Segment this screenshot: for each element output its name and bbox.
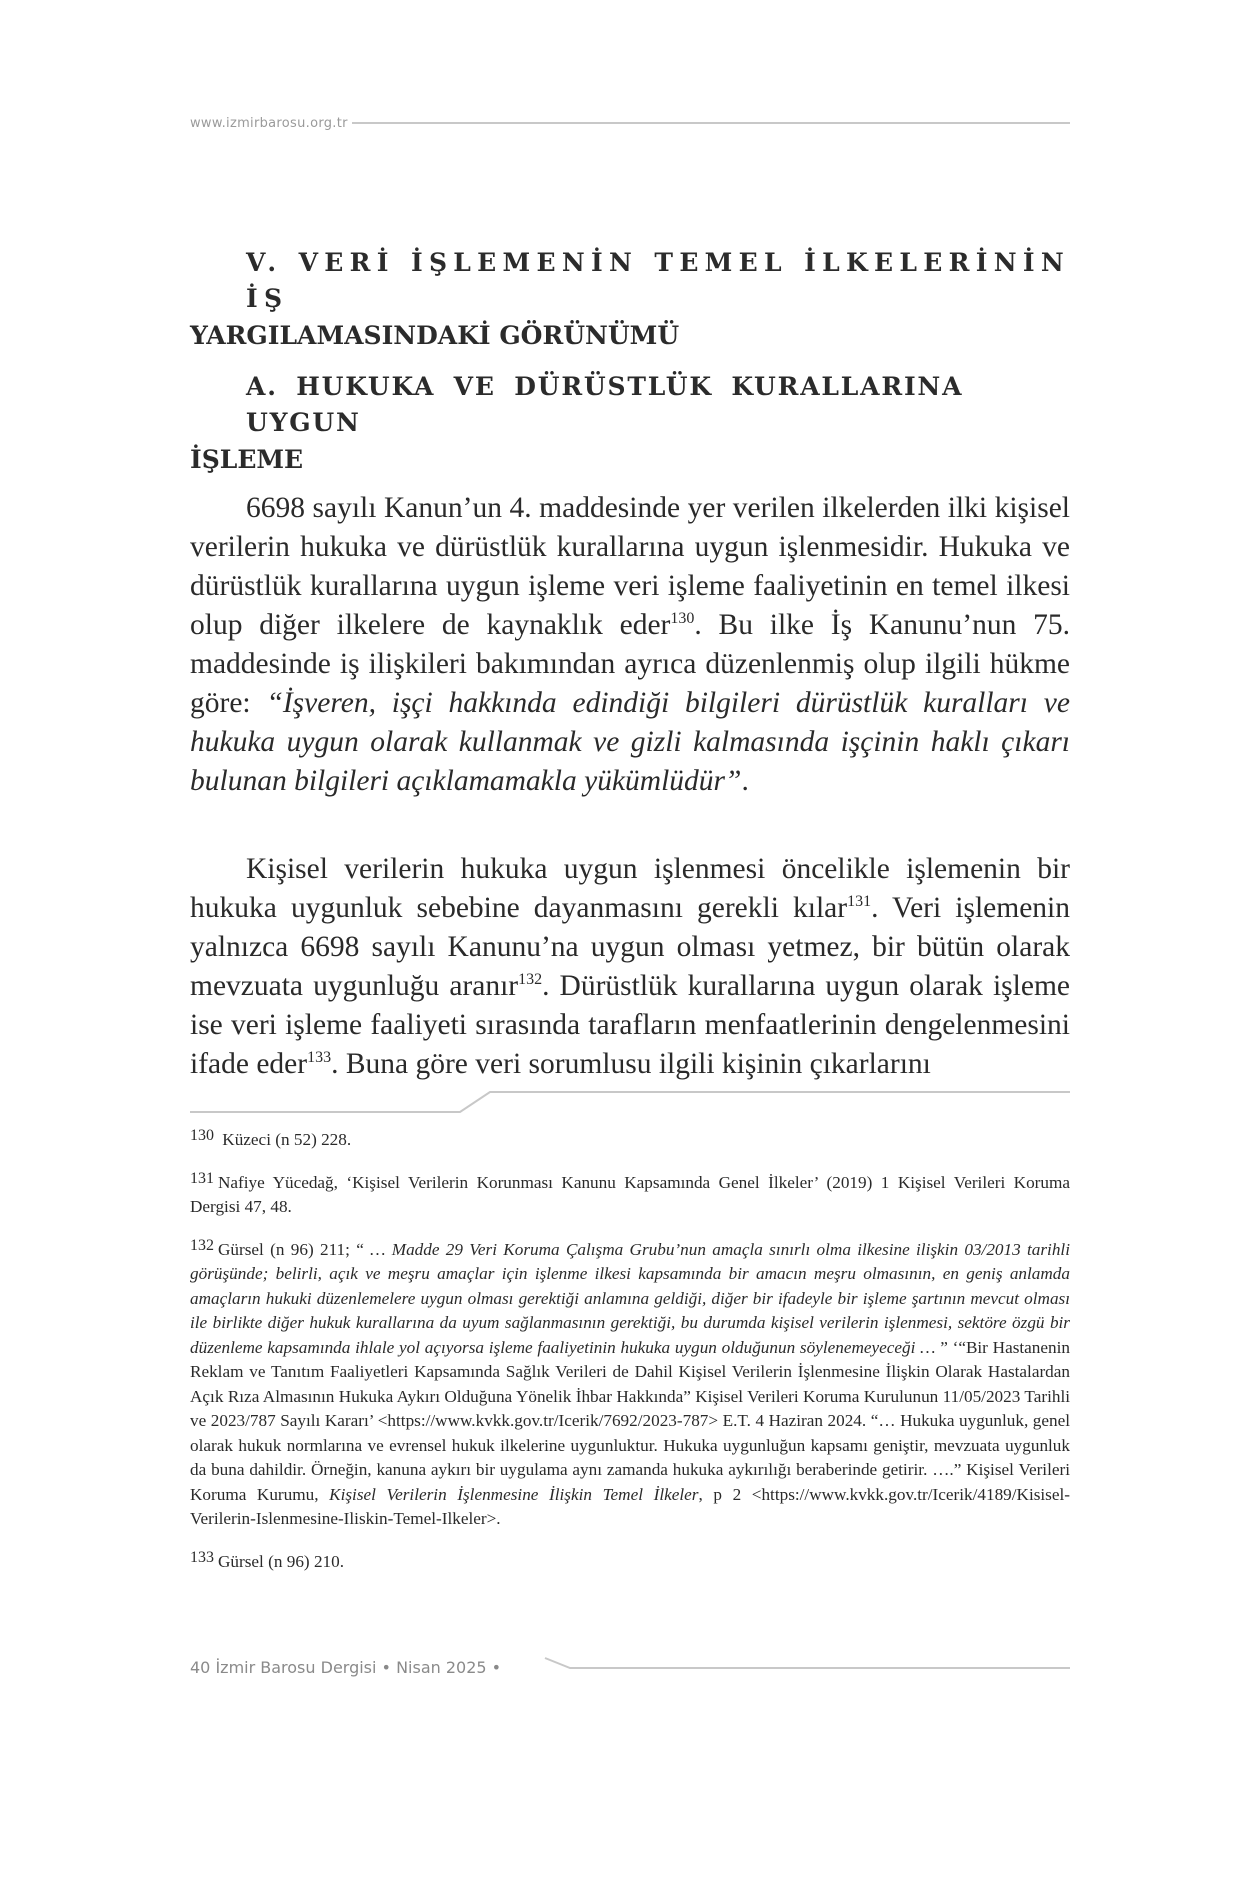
subheading-line1: A. HUKUKA VE DÜRÜSTLÜK KURALLARINA UYGUN — [246, 372, 964, 438]
body-paragraph-1 — [190, 489, 1070, 801]
subheading — [190, 369, 1070, 478]
paragraph2-text-d: . Buna göre veri sorumlusu ilgili kişinin çıkarlarını — [331, 1048, 931, 1080]
footnote-ref-132[interactable]: 132 — [518, 971, 543, 989]
footnote-text: Küzeci (n 52) 228. — [222, 1130, 352, 1149]
footnote-ref-133[interactable]: 133 — [307, 1049, 332, 1067]
paragraph2-text-c: . Dürüstlük kurallarına uygun olarak işleme ise veri işleme faaliyeti sırasında tarafların menfaatlerinin dengelenmesini ifade eder — [190, 970, 1070, 1080]
footnote-text: Gürsel (n 96) 210. — [218, 1551, 345, 1571]
section-heading-line2: YARGILAMASINDAKİ GÖRÜNÜMÜ — [190, 320, 680, 350]
footnote-number: 133 — [190, 1548, 214, 1566]
footnote-number: 131 — [190, 1169, 214, 1187]
header-rule — [352, 122, 1070, 124]
section-heading-line1: V. VERİ İŞLEMENİN TEMEL İLKELERİNİN İŞ — [246, 248, 1070, 314]
footnote-133 — [190, 1546, 1070, 1575]
paragraph1-quote: “İşveren, işçi hakkında edindiği bilgileri dürüstlük kuralları ve hukuka uygun olarak kullanmak ve gizli kalmasında işçinin haklı çıkarı bulunan bilgileri açıklamamakla yükümlüdür” — [190, 687, 1070, 797]
subheading-line2: İŞLEME — [190, 444, 304, 474]
paragraph1-text-c: . — [741, 765, 749, 797]
header-url[interactable]: www.izmirbarosu.org.tr — [190, 115, 348, 131]
footnotes — [190, 1124, 1070, 1588]
footnote-text-c[interactable]: , p 2 <https://www.kvkk.gov.tr/Icerik/4189/Kisisel-Verilerin-Islenmesine-Iliskin-Temel-Ilkeler>. — [190, 1484, 1070, 1528]
footnote-separator — [190, 1090, 1070, 1114]
footnote-131 — [190, 1167, 1070, 1220]
footnote-132 — [190, 1234, 1070, 1532]
paragraph1-text-b: . Bu ilke İş Kanunu’nun 75. maddesinde iş ilişkileri bakımından ayrıca düzenlenmiş olup ilgili hükme göre: — [190, 609, 1070, 719]
footnote-text-a: Gürsel (n 96) 211; “ — [218, 1239, 371, 1259]
footnote-text: Nafiye Yücedağ, ‘Kişisel Verilerin Korunması Kanunu Kapsamında Genel İlkeler’ (2019) 1 Kişisel Verileri Koruma Dergisi 47, 48. — [190, 1172, 1070, 1216]
body-paragraph-2 — [190, 850, 1070, 1084]
footer-text: 40 İzmir Barosu Dergisi • Nisan 2025 • — [190, 1658, 502, 1677]
footnote-ref-131[interactable]: 131 — [847, 893, 872, 911]
section-heading — [190, 245, 1070, 354]
footnote-text-b[interactable]: ” ‘“Bir Hastanenin Reklam ve Tanıtım Faaliyetleri Kapsamında Sağlık Verileri de Dahil Kişisel Verilerin İşlenmesine İlişkin Olarak Hastalardan Açık Rıza Almasının Hukuka Aykırı Olduğuna Yönelik İhbar Hakkında” Kişisel Verileri Koruma Kurulunun 11/05/2023 Tarihli ve 2023/787 Sayılı Kararı’ <https://www.kvkk.gov.tr/Icerik/7692/2023-787> E.T. 4 Haziran 2024. “… Hukuka uygunluk, genel olarak hukuk normlarına ve evrensel hukuk ilkelerine uygunluktur. Hukuka uygunluğun kapsamı geniştir, mevzuata uygunluk da buna dahildir. Örneğin, kanuna aykırı bir uygulama aynı zamanda hukuka aykırılığı beraberinde getirir. ….” Kişisel Verileri Koruma Kurumu, — [190, 1337, 1070, 1504]
page-header — [190, 113, 1070, 133]
footnote-italic-b: Kişisel Verilerin İşlenmesine İlişkin Temel İlkeler — [329, 1484, 699, 1504]
paragraph1-text-a: 6698 sayılı Kanun’un 4. maddesinde yer verilen ilkelerden ilki kişisel verilerin hukuka ve dürüstlük kurallarına uygun işlenmesidir. Hukuka ve dürüstlük kurallarına uygun işleme veri işleme faaliyetinin en temel ilkesi olup diğer ilkelere de kaynaklık eder — [190, 492, 1070, 641]
paragraph2-text-b: . Veri işlemenin yalnızca 6698 sayılı Kanunu’na uygun olması yetmez, bir bütün olarak mevzuata uygunluğu aranır — [190, 892, 1070, 1002]
footnote-130 — [190, 1124, 1070, 1153]
paragraph2-text-a: Kişisel verilerin hukuka uygun işlenmesi öncelikle işlemenin bir hukuka uygunluk sebebine dayanmasını gerekli kılar — [190, 853, 1070, 924]
footnote-italic-a: … Madde 29 Veri Koruma Çalışma Grubu’nun amaçla sınırlı olma ilkesine ilişkin 03/2013 tarihli görüşünde; belirli, açık ve meşru amaçlar için işlenme ilkesi kapsamında bir amacın meşru olmasının, en geniş anlamda amaçların hukuki düzenlemelere uygun olması gerektiği anlamına geldiği, diğer bir ifadeyle bir işleme şartının mevcut olması ile birlikte diğer hukuk kurallarına da uyum sağlanmasının gerektiği, bu durumda kişisel verilerin işlenmesi, sektöre özgü bir düzenleme kapsamında ihlale yol açıyorsa işleme faaliyetinin hukuka uygun olduğunun söylenemeyeceği … — [190, 1239, 1070, 1357]
footnote-number: 132 — [190, 1236, 214, 1254]
footnote-ref-130[interactable]: 130 — [670, 610, 695, 628]
footnote-number: 130 — [190, 1127, 214, 1144]
page-footer — [190, 1656, 1070, 1680]
